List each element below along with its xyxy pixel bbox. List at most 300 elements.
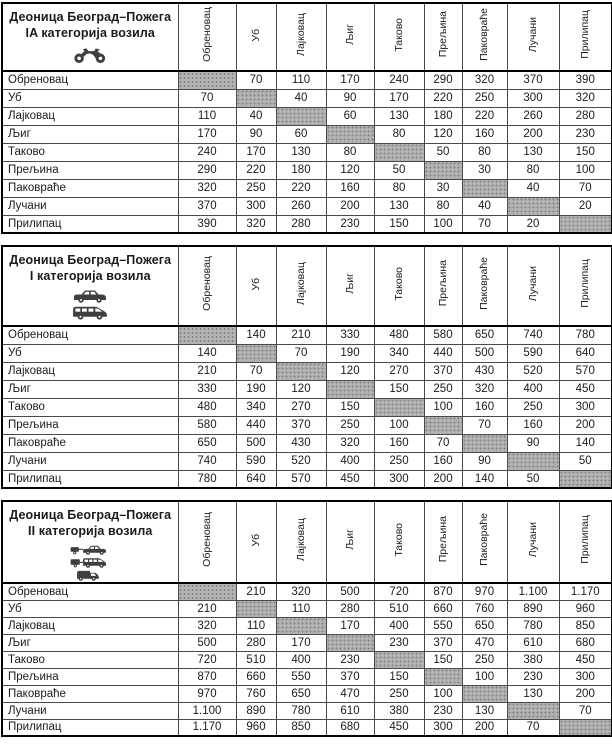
price-cell: 430 [462, 362, 507, 380]
price-cell: 150 [424, 651, 462, 668]
diagonal-cell [178, 71, 236, 89]
table-row [2, 702, 612, 719]
row-label: Љиг [2, 125, 178, 143]
price-cell: 200 [507, 125, 559, 143]
price-cell: 30 [424, 179, 462, 197]
price-cell: 870 [424, 583, 462, 600]
table-title: Деоница Београд–Пожега [9, 10, 172, 24]
price-cell: 230 [424, 702, 462, 719]
truck-icon [69, 569, 111, 581]
price-cell: 250 [424, 380, 462, 398]
price-cell: 130 [374, 197, 424, 215]
price-cell: 740 [507, 326, 559, 344]
price-cell: 640 [236, 470, 276, 488]
column-header [276, 246, 326, 326]
diagonal-cell [462, 179, 507, 197]
column-header [374, 3, 424, 71]
price-cell: 140 [178, 344, 236, 362]
price-cell: 100 [424, 398, 462, 416]
price-cell: 370 [326, 668, 374, 685]
price-cell: 70 [559, 702, 612, 719]
price-cell: 160 [462, 398, 507, 416]
column-header-label: Лајковац [294, 262, 307, 305]
table-row [2, 215, 612, 233]
diagonal-cell [424, 668, 462, 685]
column-header [178, 246, 236, 326]
price-cell: 150 [326, 398, 374, 416]
price-cell: 430 [276, 434, 326, 452]
price-cell: 60 [276, 125, 326, 143]
price-cell: 230 [374, 634, 424, 651]
price-cell: 260 [276, 197, 326, 215]
price-cell: 610 [507, 634, 559, 651]
price-cell: 1.170 [178, 719, 236, 736]
price-cell: 960 [236, 719, 276, 736]
column-header [559, 3, 612, 71]
van-with-trailer-icon [69, 556, 111, 568]
column-header [276, 3, 326, 71]
price-cell: 130 [374, 107, 424, 125]
table-row [2, 434, 612, 452]
row-label: Лајковац [2, 617, 178, 634]
price-cell: 70 [178, 89, 236, 107]
row-label: Паковраће [2, 179, 178, 197]
price-cell: 450 [559, 380, 612, 398]
diagonal-cell [462, 434, 507, 452]
price-cell: 220 [462, 107, 507, 125]
column-header-label: Паковраће [478, 513, 491, 566]
price-cell: 160 [326, 179, 374, 197]
price-cell: 320 [178, 617, 236, 634]
price-cell: 190 [326, 344, 374, 362]
price-cell: 40 [462, 197, 507, 215]
price-cell: 220 [276, 179, 326, 197]
price-cell: 500 [462, 344, 507, 362]
price-cell: 70 [236, 71, 276, 89]
column-header-label: Љиг [343, 273, 356, 294]
column-header-label: Таково [392, 266, 405, 301]
price-cell: 180 [276, 161, 326, 179]
price-cell: 760 [236, 685, 276, 702]
row-label: Паковраће [2, 434, 178, 452]
price-cell: 1.100 [507, 583, 559, 600]
row-label: Таково [2, 398, 178, 416]
price-cell: 80 [374, 125, 424, 143]
column-header-label: Лучани [526, 521, 539, 558]
column-header [374, 501, 424, 583]
price-cell: 370 [276, 416, 326, 434]
column-header-label: Прилипац [579, 10, 591, 59]
column-header-label: Обреновац [200, 7, 213, 62]
column-header [374, 246, 424, 326]
diagonal-cell [236, 600, 276, 617]
price-cell: 220 [236, 161, 276, 179]
price-cell: 480 [178, 398, 236, 416]
price-cell: 570 [276, 470, 326, 488]
row-label: Обреновац [2, 326, 178, 344]
column-header-label: Таково [392, 17, 405, 52]
column-header [236, 501, 276, 583]
table-title: Деоница Београд–Пожега [9, 508, 172, 522]
table-row [2, 71, 612, 89]
column-header-label: Уб [249, 277, 262, 290]
column-header-label: Лајковац [294, 518, 307, 561]
price-cell: 510 [374, 600, 424, 617]
table-row [2, 719, 612, 736]
price-cell: 590 [236, 452, 276, 470]
price-cell: 110 [276, 71, 326, 89]
row-label: Лучани [2, 702, 178, 719]
row-label: Таково [2, 143, 178, 161]
diagonal-cell [559, 719, 612, 736]
price-cell: 100 [424, 685, 462, 702]
price-cell: 780 [507, 617, 559, 634]
column-header [462, 246, 507, 326]
price-cell: 240 [374, 71, 424, 89]
motorcycle-icon [72, 45, 108, 64]
column-header-label: Прељина [436, 516, 449, 563]
price-cell: 590 [507, 344, 559, 362]
price-cell: 680 [326, 719, 374, 736]
price-cell: 470 [326, 685, 374, 702]
price-cell: 100 [374, 416, 424, 434]
row-label: Прељина [2, 161, 178, 179]
column-header-label: Таково [392, 522, 405, 557]
price-cell: 170 [178, 125, 236, 143]
price-cell: 320 [276, 583, 326, 600]
header-row [2, 246, 612, 326]
diagonal-cell [374, 143, 424, 161]
price-cell: 20 [559, 197, 612, 215]
price-cell: 70 [424, 434, 462, 452]
row-label: Обреновац [2, 583, 178, 600]
price-cell: 80 [424, 197, 462, 215]
column-header [559, 501, 612, 583]
column-header-label: Прилипац [579, 515, 591, 564]
table-row [2, 179, 612, 197]
price-cell: 450 [374, 719, 424, 736]
price-cell: 120 [326, 161, 374, 179]
table-row [2, 651, 612, 668]
row-label: Прељина [2, 668, 178, 685]
column-header-label: Љиг [343, 24, 356, 45]
price-cell: 740 [178, 452, 236, 470]
column-header-label: Паковраће [478, 8, 491, 61]
price-cell: 500 [178, 634, 236, 651]
price-cell: 780 [276, 702, 326, 719]
diagonal-cell [236, 89, 276, 107]
price-cell: 650 [178, 434, 236, 452]
diagonal-cell [374, 651, 424, 668]
price-cell: 230 [559, 125, 612, 143]
price-cell: 150 [374, 380, 424, 398]
row-label: Лучани [2, 197, 178, 215]
price-cell: 320 [178, 179, 236, 197]
price-cell: 170 [326, 71, 374, 89]
price-cell: 500 [326, 583, 374, 600]
column-header [326, 501, 374, 583]
price-cell: 320 [326, 434, 374, 452]
price-cell: 610 [326, 702, 374, 719]
price-cell: 280 [559, 107, 612, 125]
price-cell: 300 [374, 470, 424, 488]
price-cell: 290 [424, 71, 462, 89]
row-label: Лајковац [2, 362, 178, 380]
table-row [2, 617, 612, 634]
row-label: Уб [2, 89, 178, 107]
car-icon [72, 288, 108, 303]
price-cell: 140 [236, 326, 276, 344]
price-cell: 80 [462, 143, 507, 161]
table-row [2, 125, 612, 143]
price-cell: 570 [559, 362, 612, 380]
price-cell: 260 [507, 107, 559, 125]
table-row [2, 143, 612, 161]
price-cell: 130 [507, 685, 559, 702]
price-cell: 400 [374, 617, 424, 634]
column-header-label: Прељина [436, 260, 449, 307]
diagonal-cell [559, 215, 612, 233]
price-cell: 370 [178, 197, 236, 215]
price-cell: 520 [276, 452, 326, 470]
price-cell: 90 [507, 434, 559, 452]
price-cell: 250 [374, 685, 424, 702]
price-cell: 210 [236, 583, 276, 600]
price-cell: 330 [326, 326, 374, 344]
price-cell: 280 [276, 215, 326, 233]
table-row [2, 380, 612, 398]
price-cell: 230 [326, 215, 374, 233]
diagonal-cell [507, 197, 559, 215]
table-row [2, 634, 612, 651]
price-cell: 180 [424, 107, 462, 125]
price-cell: 50 [559, 452, 612, 470]
price-cell: 550 [276, 668, 326, 685]
price-cell: 390 [559, 71, 612, 89]
column-header-label: Лучани [526, 16, 539, 53]
column-header [559, 246, 612, 326]
price-cell: 290 [178, 161, 236, 179]
price-cell: 720 [374, 583, 424, 600]
diagonal-cell [276, 107, 326, 125]
column-header-label: Лучани [526, 265, 539, 302]
row-label: Прилипац [2, 215, 178, 233]
column-header-label: Прилипац [579, 259, 591, 308]
price-cell: 300 [236, 197, 276, 215]
price-cell: 480 [374, 326, 424, 344]
price-cell: 300 [559, 668, 612, 685]
column-header [424, 246, 462, 326]
price-cell: 320 [236, 215, 276, 233]
price-cell: 90 [462, 452, 507, 470]
price-cell: 40 [236, 107, 276, 125]
price-cell: 850 [276, 719, 326, 736]
price-cell: 210 [178, 362, 236, 380]
price-cell: 90 [326, 89, 374, 107]
row-label: Љиг [2, 634, 178, 651]
price-cell: 130 [276, 143, 326, 161]
diagonal-cell [276, 617, 326, 634]
price-cell: 70 [462, 215, 507, 233]
price-cell: 230 [507, 668, 559, 685]
price-cell: 550 [424, 617, 462, 634]
price-cell: 660 [424, 600, 462, 617]
price-cell: 640 [559, 344, 612, 362]
diagonal-cell [462, 685, 507, 702]
price-cell: 40 [276, 89, 326, 107]
price-cell: 370 [424, 634, 462, 651]
price-cell: 70 [507, 719, 559, 736]
diagonal-cell [424, 416, 462, 434]
column-header [178, 501, 236, 583]
price-cell: 170 [374, 89, 424, 107]
price-cell: 890 [507, 600, 559, 617]
price-cell: 400 [507, 380, 559, 398]
price-cell: 160 [507, 416, 559, 434]
price-cell: 100 [559, 161, 612, 179]
price-cell: 250 [462, 89, 507, 107]
price-cell: 760 [462, 600, 507, 617]
column-header [507, 3, 559, 71]
price-cell: 150 [374, 215, 424, 233]
row-label: Лајковац [2, 107, 178, 125]
table-subtitle: I категорија возила [29, 269, 151, 284]
price-cell: 250 [462, 651, 507, 668]
price-cell: 170 [276, 634, 326, 651]
vehicle-icon-stack [3, 543, 178, 581]
row-label: Уб [2, 600, 178, 617]
diagonal-cell [559, 470, 612, 488]
price-cell: 280 [326, 600, 374, 617]
diagonal-cell [374, 398, 424, 416]
price-cell: 210 [276, 326, 326, 344]
diagonal-cell [326, 125, 374, 143]
price-cell: 390 [178, 215, 236, 233]
price-cell: 50 [507, 470, 559, 488]
column-header-label: Љиг [343, 529, 356, 550]
table-title-cell [2, 3, 178, 71]
price-cell: 150 [374, 668, 424, 685]
row-label: Љиг [2, 380, 178, 398]
diagonal-cell [507, 702, 559, 719]
column-header [507, 246, 559, 326]
diagonal-cell [178, 326, 236, 344]
price-cell: 970 [178, 685, 236, 702]
price-cell: 870 [178, 668, 236, 685]
table-row [2, 197, 612, 215]
price-cell: 320 [462, 380, 507, 398]
price-cell: 140 [559, 434, 612, 452]
price-cell: 340 [236, 398, 276, 416]
price-cell: 130 [462, 702, 507, 719]
column-header-label: Паковраће [478, 257, 491, 310]
table-row [2, 344, 612, 362]
price-cell: 500 [236, 434, 276, 452]
price-cell: 340 [374, 344, 424, 362]
price-cell: 70 [276, 344, 326, 362]
price-cell: 110 [276, 600, 326, 617]
price-cell: 400 [326, 452, 374, 470]
price-cell: 100 [424, 215, 462, 233]
header-row [2, 501, 612, 583]
price-cell: 70 [462, 416, 507, 434]
table-row [2, 89, 612, 107]
toll-table-category-ia [1, 2, 612, 234]
price-cell: 370 [424, 362, 462, 380]
price-cell: 60 [326, 107, 374, 125]
price-cell: 250 [374, 452, 424, 470]
price-cell: 400 [276, 651, 326, 668]
price-cell: 30 [462, 161, 507, 179]
price-cell: 370 [507, 71, 559, 89]
row-label: Уб [2, 344, 178, 362]
price-cell: 250 [326, 416, 374, 434]
table-row [2, 452, 612, 470]
price-cell: 440 [424, 344, 462, 362]
price-cell: 40 [507, 179, 559, 197]
price-cell: 1.100 [178, 702, 236, 719]
table-row [2, 416, 612, 434]
row-label: Прилипац [2, 470, 178, 488]
table-title-cell [2, 501, 178, 583]
price-cell: 300 [559, 398, 612, 416]
price-cell: 50 [374, 161, 424, 179]
price-cell: 80 [326, 143, 374, 161]
row-label: Лучани [2, 452, 178, 470]
price-cell: 170 [326, 617, 374, 634]
price-cell: 380 [374, 702, 424, 719]
price-cell: 890 [236, 702, 276, 719]
row-label: Обреновац [2, 71, 178, 89]
row-label: Прељина [2, 416, 178, 434]
table-row [2, 161, 612, 179]
price-cell: 200 [559, 416, 612, 434]
row-label: Прилипац [2, 719, 178, 736]
price-cell: 20 [507, 215, 559, 233]
diagonal-cell [178, 583, 236, 600]
column-header-label: Обреновац [200, 512, 213, 567]
price-cell: 90 [236, 125, 276, 143]
price-cell: 110 [236, 617, 276, 634]
price-cell: 330 [178, 380, 236, 398]
price-cell: 170 [236, 143, 276, 161]
price-cell: 580 [178, 416, 236, 434]
column-header-label: Прељина [436, 11, 449, 58]
price-cell: 120 [276, 380, 326, 398]
price-cell: 270 [374, 362, 424, 380]
price-cell: 200 [462, 719, 507, 736]
price-cell: 70 [236, 362, 276, 380]
column-header [236, 3, 276, 71]
price-cell: 780 [178, 470, 236, 488]
column-header [462, 501, 507, 583]
column-header [276, 501, 326, 583]
price-cell: 230 [326, 651, 374, 668]
price-cell: 320 [462, 71, 507, 89]
table-row [2, 107, 612, 125]
table-row [2, 668, 612, 685]
price-cell: 120 [424, 125, 462, 143]
price-cell: 510 [236, 651, 276, 668]
column-header [236, 246, 276, 326]
vehicle-icon-stack [3, 288, 178, 320]
price-cell: 70 [559, 179, 612, 197]
column-header-label: Уб [249, 28, 262, 41]
column-header [326, 3, 374, 71]
price-cell: 780 [559, 326, 612, 344]
table-title-cell [2, 246, 178, 326]
diagonal-cell [507, 452, 559, 470]
